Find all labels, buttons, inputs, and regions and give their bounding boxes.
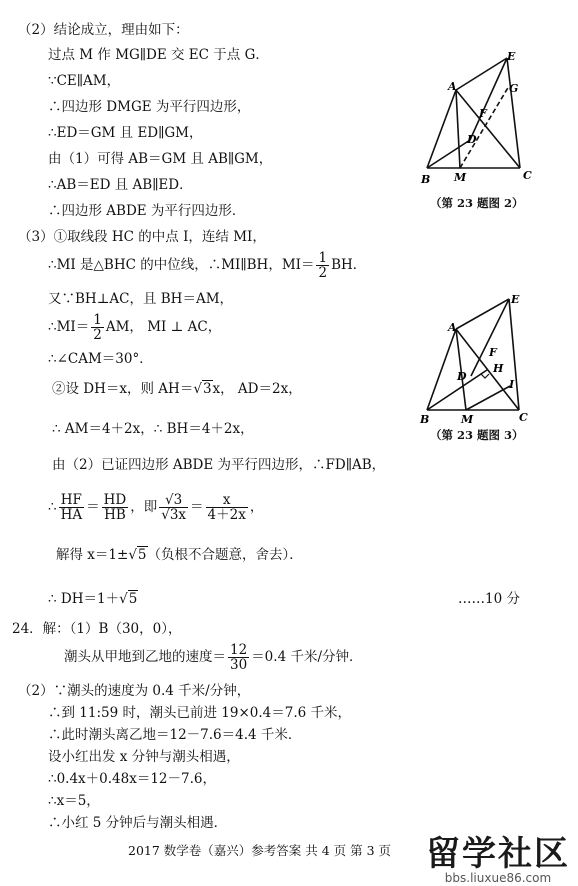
fraction-numerator: HF bbox=[59, 493, 85, 508]
fraction-denominator: 2 bbox=[93, 327, 102, 343]
fraction-numerator: HD bbox=[103, 492, 127, 508]
figure-2-label: M bbox=[454, 171, 467, 184]
page-footer: 2017 数学卷（嘉兴）参考答案 共 4 页 第 3 页 bbox=[128, 843, 392, 858]
text-span: ， bbox=[249, 499, 264, 515]
text-span: ∴MI＝ bbox=[48, 319, 90, 335]
text-span: 潮头从甲地到乙地的速度＝ bbox=[64, 649, 226, 665]
text-span: AM， MI ⊥ AC， bbox=[105, 319, 222, 335]
text-span: x， AD＝2x， bbox=[212, 381, 302, 397]
figure-3-label: I bbox=[509, 378, 515, 391]
figure-2-label: F bbox=[479, 107, 487, 120]
figure-3-label: H bbox=[493, 362, 504, 375]
text-line bbox=[48, 486, 263, 528]
figure-3-label: C bbox=[519, 411, 528, 424]
text-line: ∵CE∥AM， bbox=[48, 73, 121, 89]
text-span: ②设 DH＝x，则 AH＝ bbox=[52, 381, 194, 397]
figure-3-diagram bbox=[415, 290, 540, 425]
text-line: ∴AB＝ED 且 AB∥ED． bbox=[48, 177, 193, 193]
text-span: （负根不合题意，舍去）． bbox=[147, 547, 303, 563]
text-line: ∴0.4x＋0.48x＝12－7.6， bbox=[48, 771, 216, 787]
text-span: ＝0.4 千米/分钟． bbox=[251, 649, 363, 665]
fraction-denominator: 2 bbox=[318, 265, 328, 281]
fraction bbox=[159, 493, 188, 522]
text-line: ∴x＝5， bbox=[48, 793, 100, 809]
text-line: 过点 M 作 MG∥DE 交 EC 于点 G． bbox=[48, 47, 269, 63]
text-line bbox=[48, 312, 221, 342]
text-line: ∴小红 5 分钟后与潮头相遇． bbox=[48, 815, 228, 831]
fraction bbox=[91, 313, 104, 342]
text-line: ∴到 11:59 时，潮头已前进 19×0.4＝7.6 千米， bbox=[48, 705, 351, 721]
watermark-url: bbs.liuxue86.com bbox=[444, 871, 552, 885]
text-line bbox=[48, 250, 366, 280]
part3-heading: （3）①取线段 HC 的中点 I，连结 MI， bbox=[18, 229, 266, 245]
text-span: ＝ bbox=[86, 499, 100, 515]
fraction bbox=[59, 493, 85, 522]
text-span: 解得 x＝1± bbox=[56, 547, 129, 563]
text-span: ，即 bbox=[130, 499, 158, 515]
fraction bbox=[102, 493, 129, 522]
text-line: ∴ED＝GM 且 ED∥GM， bbox=[48, 125, 203, 141]
text-line: ∴ DH＝1＋√5 bbox=[48, 591, 138, 607]
fraction-denominator: 4＋2x bbox=[207, 507, 246, 523]
text-line: （2）∵潮头的速度为 0.4 千米/分钟， bbox=[18, 683, 251, 699]
text-line: 解得 x＝1±√5（负根不合题意，舍去）． bbox=[56, 547, 303, 563]
text-line: 由（2）已证四边形 ABDE 为平行四边形，∴FD∥AB， bbox=[52, 457, 386, 473]
figure-2-label: A bbox=[448, 80, 457, 93]
fraction-denominator: 30 bbox=[230, 657, 248, 673]
figure-2-label: C bbox=[523, 169, 532, 182]
sqrt-radicand: 5 bbox=[128, 591, 138, 607]
sqrt-radicand: 3 bbox=[202, 381, 212, 397]
figure-3-label: A bbox=[448, 321, 457, 334]
figure-2-diagram bbox=[415, 46, 540, 191]
fraction bbox=[206, 493, 248, 522]
text-line: ∴四边形 DMGE 为平行四边形， bbox=[48, 99, 251, 115]
figure-2-label: D bbox=[467, 133, 477, 146]
text-line: ∴ AM＝4＋2x，∴ BH＝4＋2x， bbox=[52, 421, 254, 437]
watermark-text: 留学社区 bbox=[426, 834, 570, 874]
figure-3-label: B bbox=[420, 413, 430, 425]
figure-3-caption: （第 23 题图 3） bbox=[430, 428, 524, 442]
fraction-numerator: √3 bbox=[159, 493, 188, 508]
text-span: ∴MI 是△BHC 的中位线，∴MI∥BH，MI＝ bbox=[48, 257, 315, 273]
figure-3-label: F bbox=[489, 346, 497, 359]
text-line: ∴四边形 ABDE 为平行四边形． bbox=[48, 203, 246, 219]
text-span: ＝ bbox=[190, 499, 204, 515]
figure-3-label: M bbox=[461, 413, 474, 425]
text-line: 又∵BH⊥AC，且 BH＝AM， bbox=[48, 291, 234, 307]
fraction-numerator: 12 bbox=[230, 642, 248, 658]
fraction-numerator: x bbox=[206, 493, 248, 508]
score-mark: ……10 分 bbox=[458, 591, 520, 607]
text-line: ∴∠CAM＝30°． bbox=[48, 351, 153, 367]
figure-2-label: E bbox=[507, 50, 516, 63]
text-line: 由（1）可得 AB＝GM 且 AB∥GM， bbox=[48, 151, 273, 167]
figure-2-caption: （第 23 题图 2） bbox=[430, 196, 524, 210]
sqrt-radicand: 5 bbox=[137, 547, 147, 563]
part2-heading: （2）结论成立，理由如下： bbox=[18, 22, 189, 38]
text-span: ∴ bbox=[48, 499, 57, 515]
figure-3-label: E bbox=[511, 293, 520, 306]
text-line bbox=[64, 640, 363, 674]
watermark-logo bbox=[426, 836, 570, 884]
text-line: 设小红出发 x 分钟与潮头相遇， bbox=[48, 749, 240, 765]
fraction-numerator: 1 bbox=[318, 250, 328, 266]
fraction-numerator: 1 bbox=[93, 312, 102, 328]
q24-heading: 24．解：（1）B（30，0）， bbox=[12, 621, 182, 637]
fraction-denominator: HB bbox=[104, 507, 126, 523]
fraction-denominator: HA bbox=[60, 507, 83, 523]
text-span: ∴ DH＝1＋ bbox=[48, 591, 120, 607]
fraction-denominator: √3x bbox=[161, 507, 187, 523]
figure-2-label: G bbox=[509, 82, 519, 95]
text-span: BH． bbox=[331, 257, 367, 273]
text-line: ∴此时潮头离乙地＝12－7.6＝4.4 千米． bbox=[48, 727, 302, 743]
figure-2-label: B bbox=[421, 173, 431, 186]
fraction bbox=[316, 251, 329, 280]
figure-3-label: D bbox=[457, 370, 467, 383]
text-line: ②设 DH＝x，则 AH＝√3x， AD＝2x， bbox=[52, 381, 302, 397]
fraction bbox=[228, 643, 249, 672]
